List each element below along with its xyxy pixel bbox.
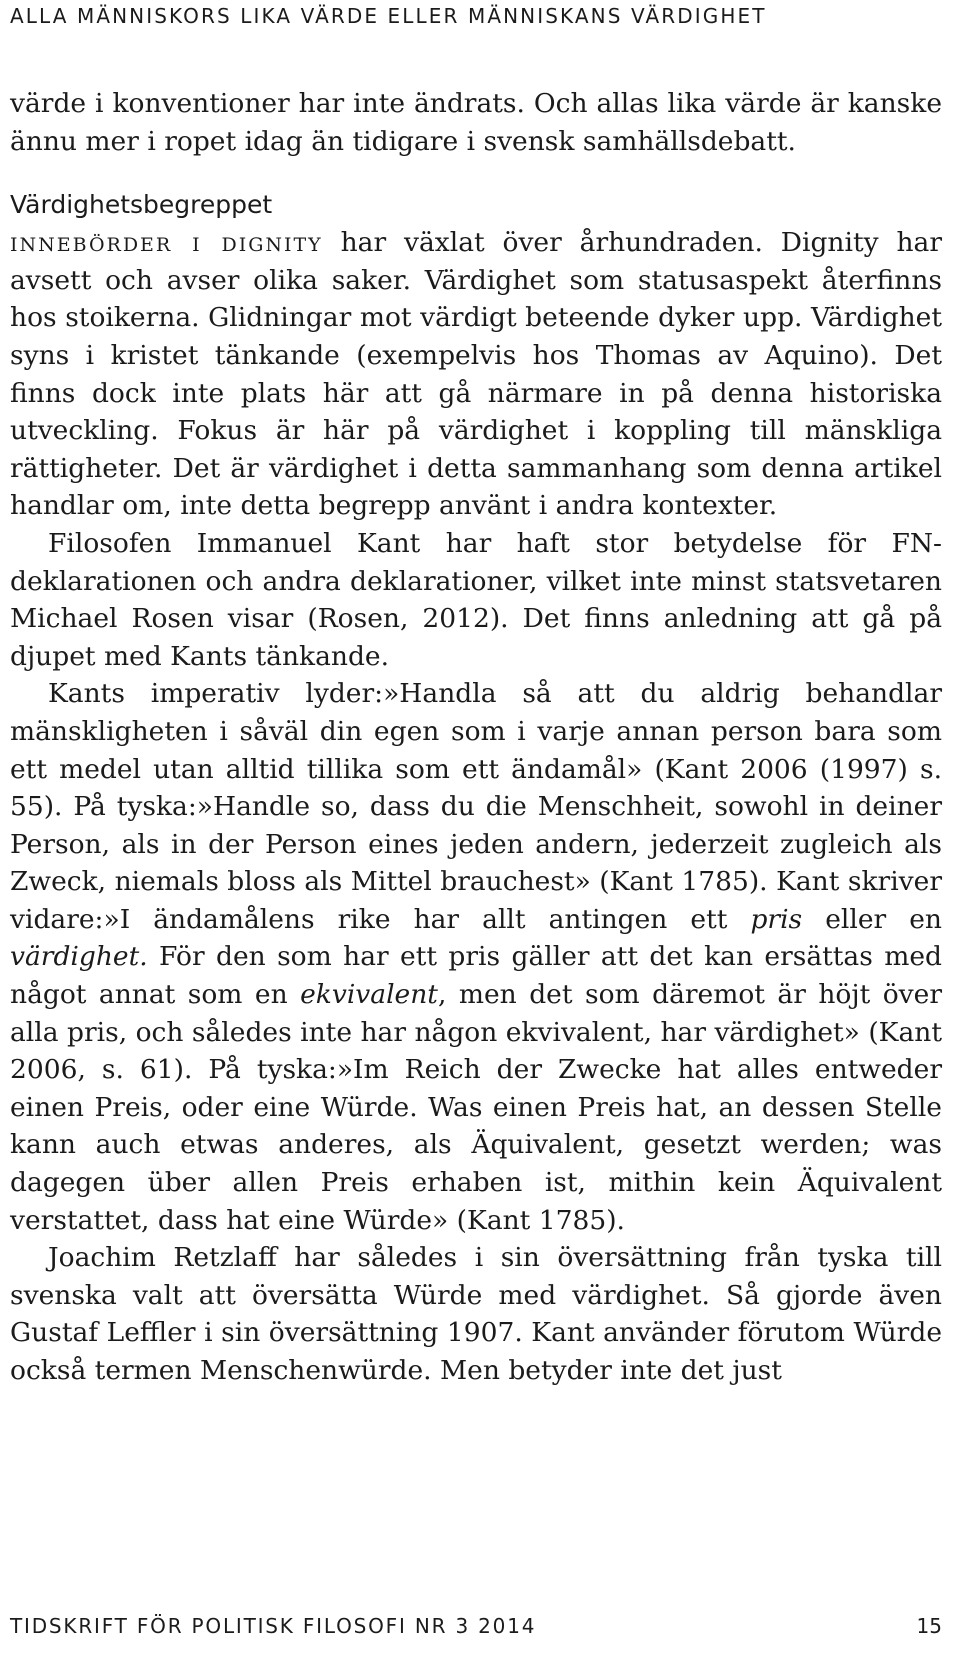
paragraph-kant-imperative <box>10 675 942 1239</box>
smallcaps-lead: innebörder i dignity <box>10 227 323 259</box>
paragraph-retzlaff: Joachim Retzlaff har således i sin översättning från tyska till svenska valt att översätta Würde med värdighet. Så gjorde även Gustaf Leffler i sin översättning 1907. Kant använder förutom Würde också termen Menschenwürde. Men betyder inte det just <box>10 1242 942 1386</box>
body-text <box>10 85 942 1390</box>
page-number: 15 <box>916 1614 942 1638</box>
journal-name: TIDSKRIFT FÖR POLITISK FILOSOFI NR 3 2014 <box>10 1614 537 1638</box>
paragraph-text: För den som har ett pris gäller att det kan ersättas med något annat som en <box>10 941 942 1011</box>
paragraph-kant-intro: Filosofen Immanuel Kant har haft stor betydelse för FN-deklarationen och andra deklarationer, vilket inte minst statsvetaren Michael Rosen visar (Rosen, 2012). Det finns anledning att gå på djupet med Kants tänkande. <box>10 527 942 672</box>
italic-term-pris: pris <box>750 903 803 935</box>
paragraph-text: eller en <box>802 903 942 935</box>
paragraph-text: Kants imperativ lyder:»Handla så att du aldrig behandlar mänskligheten i såväl din egen som i varje annan person bara som ett medel utan alltid tillika som ett ändamål» (Kant 2006 (1997) s. 55). På tyska:»Handle so, dass du die Menschheit, sowohl in deiner Person, als in der Person eines jeden andern, jederzeit zugleich als Zweck, niemals bloss als Mittel brauchest» (Kant 1785). Kant skriver vidare:»I ändamålens rike har allt antingen ett <box>10 678 942 935</box>
italic-term-vardighet: värdighet. <box>10 941 148 973</box>
paragraph-innebord <box>10 224 942 525</box>
paragraph-text: , men det som däremot är höjt över alla pris, och således inte har någon ekvivalent, har värdighet» (Kant 2006, s. 61). På tyska:»Im Reich der Zwecke hat alles entweder einen Preis, oder eine Würde. Was einen Preis hat, an dessen Stelle kann auch etwas anderes, als Äquivalent, gesetzt werden; was dagegen über allen Preis erhaben ist, mithin kein Äquivalent verstattet, dass hat eine Würde» (Kant 1785). <box>10 979 942 1236</box>
section-heading: Värdighetsbegreppet <box>10 190 273 220</box>
paragraph-text: har växlat över århundraden. Dignity har avsett och avser olika saker. Värdighet som statusaspekt återfinns hos stoikerna. Glidningar mot värdigt beteende dyker upp. Värdighet syns i kristet tänkande (exempelvis hos Thomas av Aquino). Det finns dock inte plats här att gå närmare in på denna historiska utveckling. Fokus är här på värdighet i koppling till mänskliga rättigheter. Det är värdighet i detta sammanhang som denna artikel handlar om, inte detta begrepp använt i andra kontexter. <box>10 227 942 522</box>
italic-term-ekvivalent: ekvivalent <box>300 979 438 1011</box>
paragraph-continuation: värde i konventioner har inte ändrats. Och allas lika värde är kanske ännu mer i ropet idag än tidigare i svensk samhällsdebatt. <box>10 88 942 157</box>
running-head: ALLA MÄNNISKORS LIKA VÄRDE ELLER MÄNNISKANS VÄRDIGHET <box>10 4 767 28</box>
